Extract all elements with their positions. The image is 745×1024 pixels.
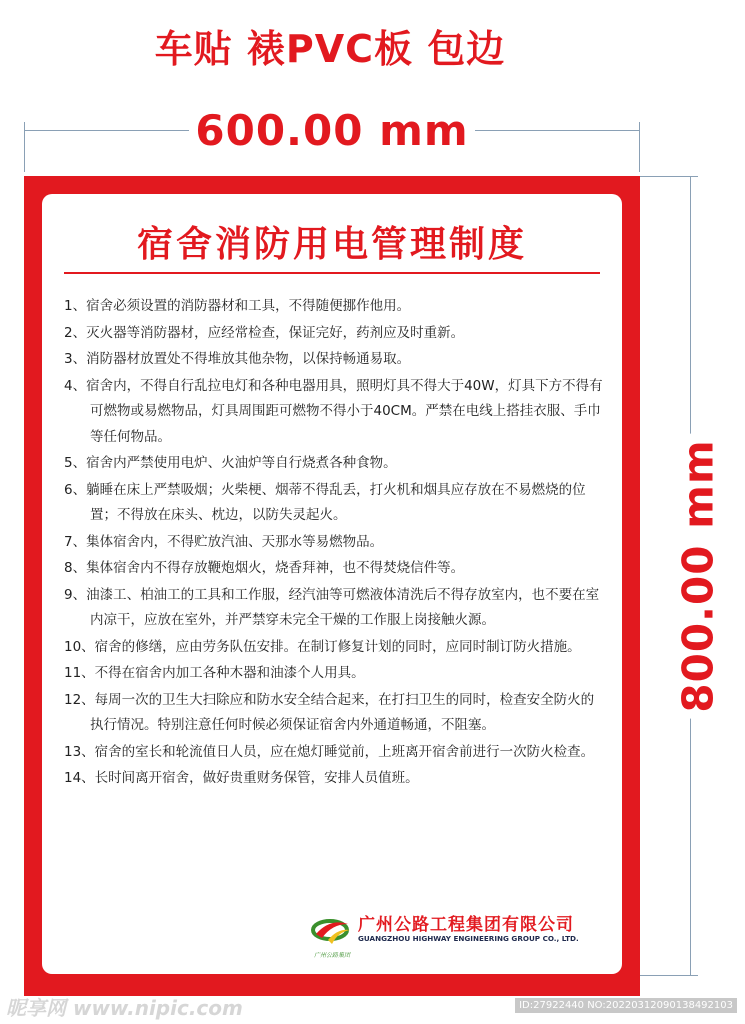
rule-item: 9、油漆工、柏油工的工具和工作服，经汽油等可燃液体清洗后不得存放室内，也不要在室内凉干，应放在室外，并严禁穿未完全干燥的工作服上岗接触火源。 bbox=[64, 586, 600, 628]
company-name-cn: 广州公路工程集团有限公司 bbox=[358, 915, 574, 935]
width-dimension-label: 600.00 mm bbox=[189, 106, 474, 155]
rule-item: 11、不得在宿舍内加工各种木器和油漆个人用具。 bbox=[64, 665, 365, 681]
height-dimension-label: 800.00 mm bbox=[674, 433, 723, 718]
sign-title: 宿舍消防用电管理制度 bbox=[136, 224, 527, 265]
watermark-id: ID:27922440 NO:20220312090138492103 bbox=[515, 998, 737, 1013]
rule-item: 4、宿舍内，不得自行乱拉电灯和各种电器用具，照明灯具不得大于40W，灯具下方不得有可燃物或易燃物品，灯具周围距可燃物不得小于40CM。严禁在电线上搭挂衣服、手巾等任何物品。 bbox=[64, 377, 603, 445]
sign-panel bbox=[42, 194, 622, 974]
title-divider bbox=[64, 272, 600, 274]
rule-item: 14、长时间离开宿舍，做好贵重财务保管，安排人员值班。 bbox=[64, 770, 419, 786]
rule-item: 10、宿舍的修缮，应由劳务队伍安排。在制订修复计划的同时，应同时制订防火措施。 bbox=[64, 638, 581, 655]
rule-item: 3、消防器材放置处不得堆放其他杂物，以保持畅通易取。 bbox=[64, 351, 411, 367]
rules-list bbox=[64, 294, 606, 793]
height-dimension-marker bbox=[668, 176, 728, 976]
logo-caption: 广州公路集团 bbox=[313, 952, 350, 959]
rule-item: 1、宿舍必须设置的消防器材和工具，不得随便挪作他用。 bbox=[64, 298, 411, 314]
rule-item: 13、宿舍的室长和轮流值日人员，应在熄灯睡觉前，上班离开宿舍前进行一次防火检查。 bbox=[64, 743, 595, 760]
rule-item: 5、宿舍内严禁使用电炉、火油炉等自行烧煮各种食物。 bbox=[64, 455, 397, 471]
rule-item: 12、每周一次的卫生大扫除应和防水安全结合起来，在打扫卫生的同时，检查安全防火的执行情况。特别注意任何时候必须保证宿舍内外通道畅通，不阻塞。 bbox=[64, 691, 595, 733]
rule-item: 7、集体宿舍内，不得贮放汽油、天那水等易燃物品。 bbox=[64, 533, 384, 550]
width-dimension-marker bbox=[24, 108, 640, 158]
rule-item: 6、躺睡在床上严禁吸烟；火柴梗、烟蒂不得乱丢，打火机和烟具应存放在不易燃烧的位置；不得放在床头、枕边，以防失灵起火。 bbox=[64, 481, 586, 523]
sign-board bbox=[24, 176, 640, 996]
company-name-en: GUANGZHOU HIGHWAY ENGINEERING GROUP CO., LTD. bbox=[358, 934, 579, 943]
watermark-left: 昵享网 www.nipic.com bbox=[6, 996, 243, 1020]
rule-item: 8、集体宿舍内不得存放鞭炮烟火，烧香拜神，也不得焚烧信件等。 bbox=[64, 560, 465, 576]
rule-item: 2、灭火器等消防器材，应经常检查，保证完好，药剂应及时重新。 bbox=[64, 324, 465, 341]
company-block bbox=[308, 910, 608, 970]
print-spec-title: 车贴 裱PVC板 包边 bbox=[154, 27, 506, 71]
